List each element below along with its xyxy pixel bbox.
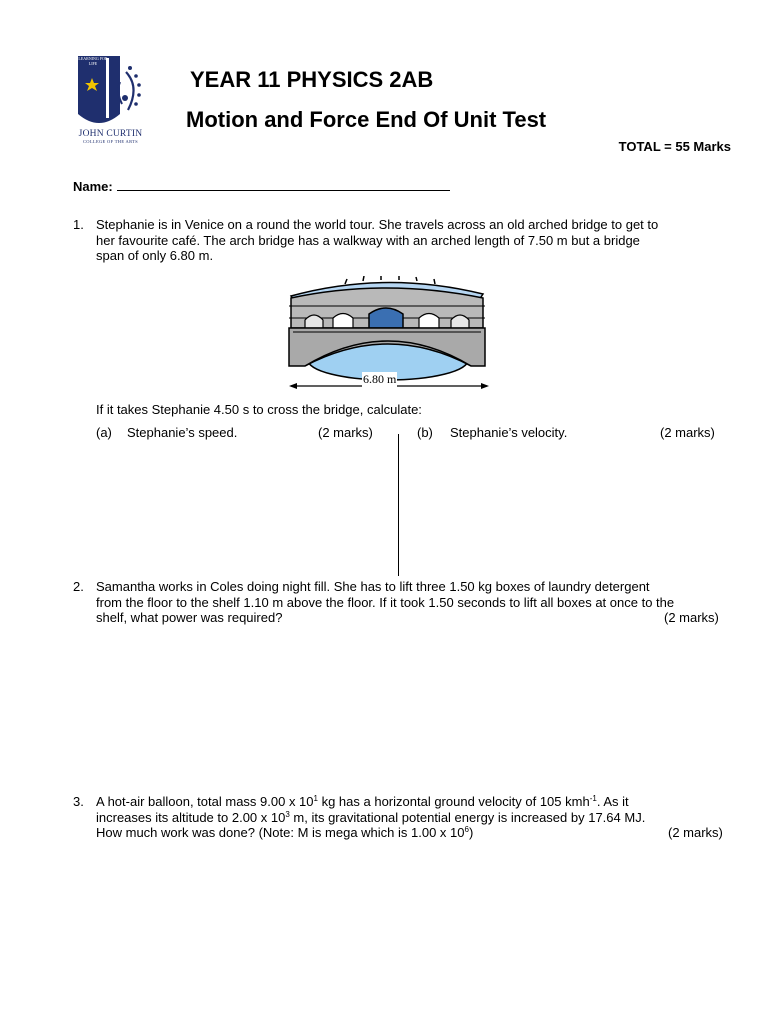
q3-line-3: How much work was done? (Note: M is mega which is 1.00 x $10^6$) [96,825,474,840]
q1b-label: (b) [417,425,433,440]
q1a-label: (a) [96,425,112,440]
total-marks: TOTAL = 55 Marks [618,139,731,154]
logo-text [73,129,148,144]
q2-number: 2. [73,579,84,594]
q3-marks: (2 marks) [668,825,723,840]
logo-motto: LEARNING FOR LIFE [78,56,108,66]
school-subtitle: COLLEGE OF THE ARTS [83,139,138,144]
q3-line-1: A hot-air balloon, total mass 9.00 x $10^1$ kg has a horizontal ground velocity of 105 kmh$^{-1}$. As it [96,794,629,809]
page-subtitle: Motion and Force End Of Unit Test [186,107,547,132]
q3-text [96,794,736,841]
q1b-text: Stephanie’s velocity. [450,425,568,440]
q1-number: 1. [73,217,84,232]
q1-line-3: span of only 6.80 m. [96,248,214,263]
bridge-dimension-label: 6.80 m [363,372,397,386]
page-title: YEAR 11 PHYSICS 2AB [190,67,434,92]
q1b-marks: (2 marks) [660,425,715,440]
q1-line-2: her favourite café. The arch bridge has a walkway with an arched length of 7.50 m but a bridge [96,232,640,248]
answer-divider [398,434,399,576]
q2-line-3: shelf, what power was required? [96,610,283,625]
name-blank-line[interactable] [117,178,450,191]
q2-line-1: Samantha works in Coles doing night fill. She has to lift three 1.50 kg boxes of laundry detergent [96,579,650,594]
q1a-text: Stephanie’s speed. [127,425,238,440]
q3-number: 3. [73,794,84,809]
q1-prompt: If it takes Stephanie 4.50 s to cross the bridge, calculate: [96,402,422,417]
q1-text [96,217,736,264]
q3-line-2: increases its altitude to 2.00 x $10^3$ m, its gravitational potential energy is increased by 17.64 MJ. [96,809,646,825]
name-label: Name: [73,179,113,194]
q1-line-1: Stephanie is in Venice on a round the world tour. She travels across an old arched bridge to get to [96,217,659,232]
q2-text [96,579,736,626]
school-name: JOHN CURTIN [78,129,143,139]
name-row [73,178,450,194]
q1a-marks: (2 marks) [318,425,373,440]
q2-line-2: from the floor to the shelf 1.10 m above the floor. If it took 1.50 seconds to lift all boxes at once to the [96,594,675,610]
q2-marks: (2 marks) [664,610,719,625]
